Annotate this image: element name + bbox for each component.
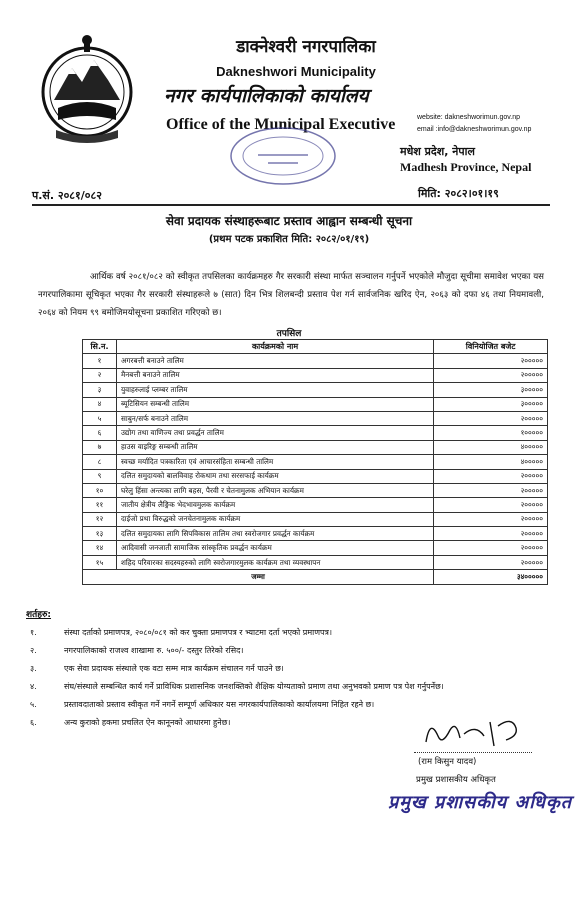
term-text: प्रस्तावदाताको प्रस्ताव स्वीकृत गर्ने नगर्ने सम्पूर्ण अधिकार यस नगरकार्यपालिकाको कार्यालयमा निहित रहने छ। xyxy=(64,700,375,709)
table-row xyxy=(83,498,548,512)
municipality-name-en: Dakneshwori Municipality xyxy=(216,64,376,79)
cell-budget: ४००००० xyxy=(434,455,548,469)
signature xyxy=(420,712,532,756)
cell-sn: २ xyxy=(83,368,117,382)
office-name-np: नगर कार्यपालिकाको कार्यालय xyxy=(164,85,369,107)
table-row xyxy=(83,455,548,469)
cell-program-name: उद्योग तथा वाणिज्य तथा प्रवर्द्धन तालिम xyxy=(116,426,433,440)
table-row xyxy=(83,368,548,382)
term-text: संस्था दर्ताको प्रमाणपत्र, २०८०/०८१ को कर चुक्ता प्रमाणपत्र र भ्याटमा दर्ता भएको प्रमाणपत्र। xyxy=(64,628,332,637)
signatory-title: प्रमुख प्रशासकीय अधिकृत xyxy=(416,775,496,785)
table-row xyxy=(83,411,548,425)
term-number: ५. xyxy=(30,700,37,709)
notice-date: मिति: २०८२।०१।१९ xyxy=(418,187,499,200)
cell-budget: ४००००० xyxy=(434,440,548,454)
cell-budget: ३००००० xyxy=(434,383,548,397)
cell-program-name: शहिद परिवारका सदस्यहरुको लागि स्वरोजगारमुलक कार्यक्रम तथा व्यवस्थापन xyxy=(116,555,433,569)
municipality-name-np: डाक्नेश्वरी नगरपालिका xyxy=(236,37,376,57)
term-item xyxy=(30,717,230,728)
total-label: जम्मा xyxy=(83,570,434,584)
table-row xyxy=(83,541,548,555)
cell-budget: २००००० xyxy=(434,555,548,569)
cell-sn: ११ xyxy=(83,498,117,512)
province-en: Madhesh Province, Nepal xyxy=(400,160,532,174)
notice-subtitle: (प्रथम पटक प्रकाशित मिति: २०८२/०१/१९) xyxy=(208,234,370,245)
municipality-emblem-logo xyxy=(38,34,136,152)
header-divider xyxy=(32,204,550,206)
table-row xyxy=(83,555,548,569)
cell-sn: १ xyxy=(83,354,117,368)
term-text: संघ/संस्थाले सम्बन्धित कार्य गर्ने प्राविधिक प्रशासनिक जनशक्तिको शैक्षिक योग्यताको प्रमाण तथा अनुभवको प्रमाण पत्र पेश गर्नुपर्नेछ। xyxy=(64,682,444,691)
cell-budget: १००००० xyxy=(434,426,548,440)
cell-budget: २००००० xyxy=(434,411,548,425)
table-row xyxy=(83,512,548,526)
notice-body: आर्थिक वर्ष २०८१/०८२ को स्वीकृत तपसिलका कार्यक्रमहरु गैर सरकारी संस्था मार्फत सञ्चालन गर्नुपर्ने भएकोले मौजुदा सूचीमा समावेश भएका यस नगरपालिकामा सूचिकृत भएका गैर सरकारी संस्थाहरूले ७ (सात) दिन भित्र शिलबन्दी प्रस्ताव पेश गर्न सार्वजनिक खरिद ऐन, २०६३ को दफा ४६ तथा नियमावली, २०६४ को नियम ९९ बमोजिमयोसूचना प्रकाशित गरिएको छ। xyxy=(38,272,544,318)
cell-sn: ६ xyxy=(83,426,117,440)
cell-budget: २००००० xyxy=(434,527,548,541)
term-number: ४. xyxy=(30,682,37,691)
cell-program-name: ब्यूटिसियन सम्बन्धी तालिम xyxy=(116,397,433,411)
reference-number: प.सं. २०८१/०८२ xyxy=(32,189,102,202)
table-row xyxy=(83,426,548,440)
cell-program-name: हाउस वाइरिङ्ग सम्बन्धी तालिम xyxy=(116,440,433,454)
table-row xyxy=(83,440,548,454)
term-text: एक सेवा प्रदायक संस्थाले एक वटा सम्म मात्र कार्यक्रम संचालन गर्न पाउने छ। xyxy=(64,664,284,673)
cell-sn: ७ xyxy=(83,440,117,454)
program-table xyxy=(82,339,548,585)
term-number: २. xyxy=(30,646,37,655)
table-row xyxy=(83,483,548,497)
cell-sn: १० xyxy=(83,483,117,497)
office-stamp xyxy=(228,125,338,187)
cell-program-name: मैनबत्ती बनाउने तालिम xyxy=(116,368,433,382)
table-row xyxy=(83,397,548,411)
cell-budget: २००००० xyxy=(434,368,548,382)
province-np: मधेश प्रदेश, नेपाल xyxy=(400,145,475,158)
cell-program-name: अगरबत्ती बनाउने तालिम xyxy=(116,354,433,368)
term-item xyxy=(30,627,332,638)
cell-sn: १३ xyxy=(83,527,117,541)
cell-budget: २००००० xyxy=(434,354,548,368)
signatory-name: (राम किसुन यादव) xyxy=(418,757,477,767)
total-value: ३४००००० xyxy=(434,570,548,584)
cell-sn: ३ xyxy=(83,383,117,397)
header-budget: विनियोजित बजेट xyxy=(434,340,548,354)
cell-sn: १२ xyxy=(83,512,117,526)
term-item xyxy=(30,645,243,656)
email-text: email :info@dakneshworimun.gov.np xyxy=(417,126,532,133)
office-name-en: Office of the Municipal Executive xyxy=(166,116,396,133)
cell-sn: ५ xyxy=(83,411,117,425)
cell-program-name: दलित समुदायका लागि सिपविकास तालिम तथा स्वरोजगार प्रवर्द्धन कार्यक्रम xyxy=(116,527,433,541)
signature-line xyxy=(414,752,532,753)
cell-program-name: आदिवासी जनजाती सामाजिक सांस्कृतिक प्रवर्द्धन कार्यक्रम xyxy=(116,541,433,555)
header-sn: सि.न. xyxy=(83,340,117,354)
term-item xyxy=(30,699,374,710)
notice-title: सेवा प्रदायक संस्थाहरूबाट प्रस्ताव आह्वान सम्बन्धी सूचना xyxy=(165,214,413,228)
cell-sn: ९ xyxy=(83,469,117,483)
table-row xyxy=(83,469,548,483)
cell-budget: ३००००० xyxy=(434,397,548,411)
cell-program-name: दलित समुदायको बालविवाह रोकथाम तथा सरसफाई कार्यक्रम xyxy=(116,469,433,483)
cell-budget: २००००० xyxy=(434,512,548,526)
term-number: ३. xyxy=(30,664,37,673)
term-text: अन्य कुराको हकमा प्रचलित ऐन कानूनको आधारमा हुनेछ। xyxy=(64,718,231,727)
terms-heading: शर्तहरु: xyxy=(26,610,52,620)
cell-program-name: जातीय क्षेत्रीय लैङ्गिक भेदभावमुलक कार्यक्रम xyxy=(116,498,433,512)
table-row xyxy=(83,383,548,397)
cell-program-name: घरेलु हिंसा अन्त्यका लागि बहस, पैरवी र चेतनामुलक अभियान कार्यक्रम xyxy=(116,483,433,497)
table-caption: तपसिल xyxy=(276,329,302,339)
cell-program-name: स्वच्छ मर्यादित पत्रकारिता एवं आचारसंहिता सम्बन्धी तालिम xyxy=(116,455,433,469)
cell-sn: १५ xyxy=(83,555,117,569)
term-item xyxy=(30,681,444,692)
term-number: ६. xyxy=(30,718,37,727)
designation-seal: प्रमुख प्रशासकीय अधिकृत xyxy=(388,792,573,813)
cell-budget: २००००० xyxy=(434,541,548,555)
cell-budget: २००००० xyxy=(434,483,548,497)
cell-sn: ८ xyxy=(83,455,117,469)
cell-sn: १४ xyxy=(83,541,117,555)
table-body xyxy=(83,354,548,570)
cell-program-name: साबुन/सर्फ बनाउने तालिम xyxy=(116,411,433,425)
cell-budget: २००००० xyxy=(434,498,548,512)
table-row xyxy=(83,527,548,541)
cell-sn: ४ xyxy=(83,397,117,411)
cell-program-name: युवाहरुलाई प्लम्बर तालिम xyxy=(116,383,433,397)
term-text: नगरपालिकाको राजश्व शाखामा रु. ५००/- दस्तुर तिरेको रसिद। xyxy=(64,646,244,655)
header-program-name: कार्यक्रमको नाम xyxy=(116,340,433,354)
table-header-row xyxy=(83,340,548,354)
cell-program-name: दाईजो प्रथा विरुद्धको जनचेतनामुलक कार्यक्रम xyxy=(116,512,433,526)
term-item xyxy=(30,663,284,674)
website-text: website: dakneshworimun.gov.np xyxy=(417,114,520,121)
table-total-row xyxy=(83,570,548,584)
table-row xyxy=(83,354,548,368)
term-number: १. xyxy=(30,628,37,637)
cell-budget: २००००० xyxy=(434,469,548,483)
